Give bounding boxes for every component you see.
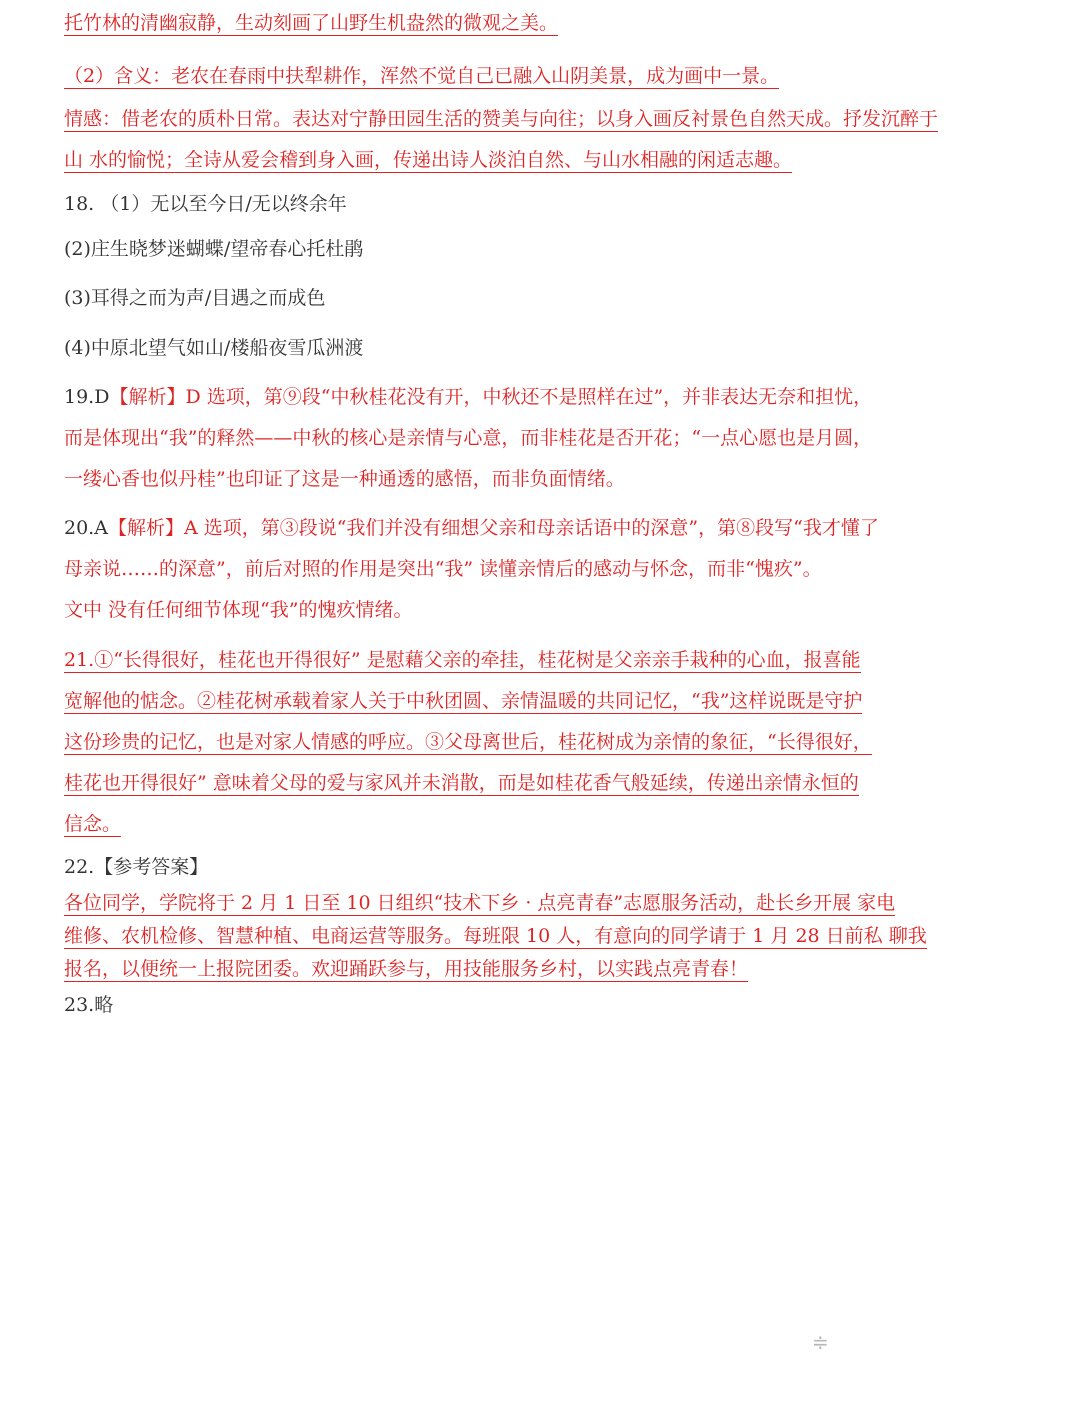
q19-line-1: 19.D【解析】D 选项，第⑨段“中秋桂花没有开，中秋还不是照样在过”，并非表达无奈和担忧， bbox=[64, 386, 873, 408]
q18-3: (3)耳得之而为声/目遇之而成色 bbox=[64, 287, 326, 309]
q21-line-2: 宽解他的惦念。②桂花树承载着家人关于中秋团圆、亲情温暖的共同记忆，“我”这样说既是守护 bbox=[64, 690, 863, 712]
q22-heading: 22.【参考答案】 bbox=[64, 856, 209, 878]
q23: 23.略 bbox=[64, 994, 114, 1016]
q21-line-1: 21.①“长得很好，桂花也开得很好” 是慰藉父亲的牵挂，桂花树是父亲亲手栽种的心血，报喜能 bbox=[64, 649, 861, 671]
q22-line-3: 报名，以便统一上报院团委。欢迎踊跃参与，用技能服务乡村，以实践点亮青春！ bbox=[64, 958, 749, 980]
q22-line-2: 维修、农机检修、智慧种植、电商运营等服务。每班限 10 人，有意向的同学请于 1 月 28 日前私 聊我 bbox=[64, 925, 927, 947]
q18-1: 18. （1）无以至今日/无以终余年 bbox=[64, 193, 347, 215]
q17-2-meaning: （2）含义：老农在春雨中扶犁耕作，浑然不觉自己已融入山阴美景，成为画中一景。 bbox=[64, 65, 780, 87]
q18-2: (2)庄生晓梦迷蝴蝶/望帝春心托杜鹃 bbox=[64, 238, 364, 260]
q20-line-1: 20.A【解析】A 选项，第③段说“我们并没有细想父亲和母亲话语中的深意”，第⑧段写“我才懂了 bbox=[64, 517, 879, 539]
q19-line-2: 而是体现出“我”的释然——中秋的核心是亲情与心意，而非桂花是否开花；“一点心愿也是月圆， bbox=[64, 427, 873, 449]
q21-line-4: 桂花也开得很好” 意味着父母的爱与家风并未消散，而是如桂花香气般延续，传递出亲情永恒的 bbox=[64, 772, 859, 794]
q17-2-emotion-line-1: 情感：借老农的质朴日常。表达对宁静田园生活的赞美与向往；以身入画反衬景色自然天成。抒发沉醉于 bbox=[64, 108, 939, 130]
q21-line-5: 信念。 bbox=[64, 813, 122, 835]
q22-line-1: 各位同学，学院将于 2 月 1 日至 10 日组织“技术下乡 · 点亮青春”志愿服务活动，赴长乡开展 家电 bbox=[64, 892, 896, 914]
poem-analysis-line-1: 托竹林的清幽寂静，生动刻画了山野生机盎然的微观之美。 bbox=[64, 12, 559, 34]
q18-4: (4)中原北望气如山/楼船夜雪瓜洲渡 bbox=[64, 337, 364, 359]
q20-line-2: 母亲说……的深意”，前后对照的作用是突出“我” 读懂亲情后的感动与怀念，而非“愧疚”。 bbox=[64, 558, 822, 580]
footer-mark: ≑ bbox=[812, 1330, 829, 1354]
q20-line-3: 文中 没有任何细节体现“我”的愧疚情绪。 bbox=[64, 599, 413, 621]
q21-line-3: 这份珍贵的记忆，也是对家人情感的呼应。③父母离世后，桂花树成为亲情的象征，“长得很好， bbox=[64, 731, 872, 753]
q19-line-3: 一缕心香也似丹桂”也印证了这是一种通透的感悟，而非负面情绪。 bbox=[64, 468, 625, 490]
q17-2-emotion-line-2: 山 水的愉悦；全诗从爱会稽到身入画，传递出诗人淡泊自然、与山水相融的闲适志趣。 bbox=[64, 149, 793, 171]
